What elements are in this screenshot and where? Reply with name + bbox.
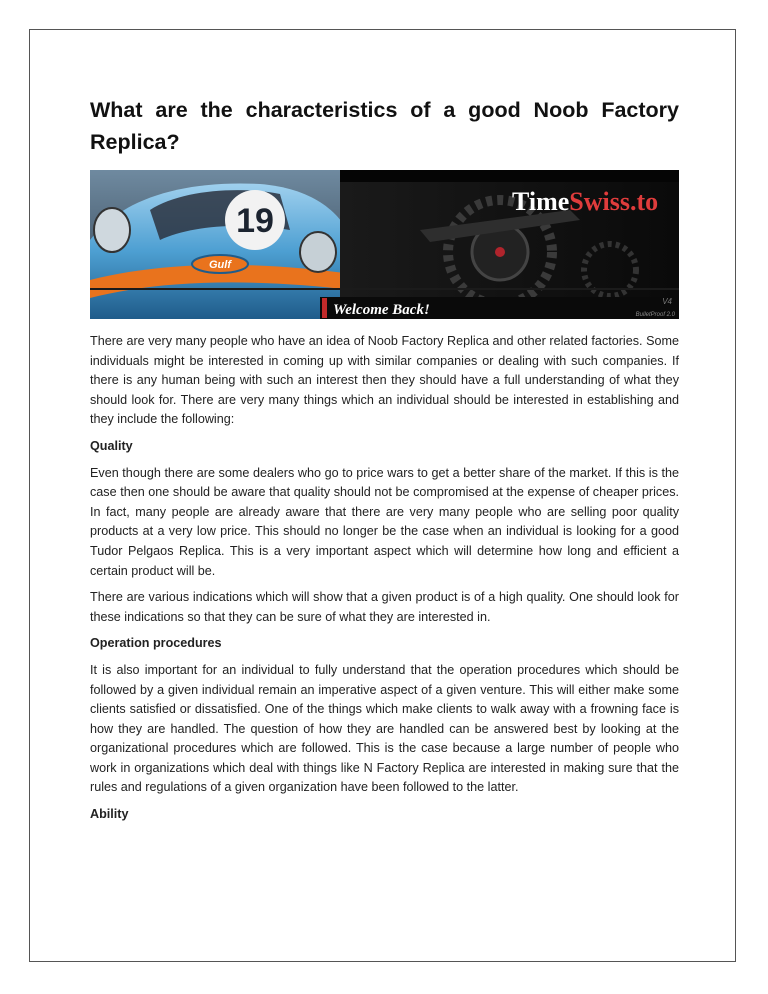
gulf-text: Gulf — [209, 259, 231, 271]
page-title: What are the characteristics of a good Noob Factory Replica? — [90, 98, 679, 154]
banner-logo: TimeSwiss.to — [512, 187, 659, 216]
heading-operation-procedures: Operation procedures — [90, 636, 222, 651]
heading-quality: Quality — [90, 438, 133, 453]
welcome-text: Welcome Back! — [333, 302, 430, 318]
version-mark: V4 — [662, 297, 672, 306]
quality-paragraph-2: There are various indications which will show that a given product is of a high quality. One should look for these indications so that they can be sure of what they are interested in. — [90, 590, 679, 624]
heading-ability: Ability — [90, 807, 129, 822]
operation-paragraph: It is also important for an individual to fully understand that the operation procedures which should be followed by a given individual remain an imperative aspect of a given venture. This will either make some clients satisfied or dissatisfied. One of the things which make clients to walk away with a frowning face is how they are handled. The question of how they are handled can be answered best by looking at the organizational procedures which are followed. This is the case because a large number of people who work in organizations which deal with things like N Factory Replica are interested in making sure that the rules and regulations of a given organization have been followed to the latter. — [90, 662, 679, 795]
banner-image — [90, 170, 679, 319]
document-page — [29, 29, 736, 962]
page-content — [90, 94, 679, 832]
version-text: BulletProof 2.0 — [635, 312, 675, 318]
car-headlight-left — [94, 208, 130, 252]
quality-paragraph-1: Even though there are some dealers who go to price wars to get a better share of the market. If this is the case then one should be aware that quality should not be compromised at the expense of cheaper prices. In fact, many people are already aware that there are very many people who are selling poor quality products at a very low price. This should no longer be the case when an individual is looking for a good Tudor Pelgaos Replica. This is a very important aspect which will determine how long and efficient a certain product will be. — [90, 465, 679, 578]
car-number: 19 — [236, 202, 274, 240]
intro-paragraph: There are very many people who have an idea of Noob Factory Replica and other related factories. Some individuals might be interested in coming up with similar companies or dealing with such companies. If there is any human being with such an interest then they should have a full understanding of what they should look for. There are very many things which an individual should be interested in establishing and they include the following: — [90, 334, 679, 427]
body-text — [90, 332, 679, 825]
banner-graphic — [90, 170, 679, 319]
car-headlight-right — [300, 232, 336, 272]
